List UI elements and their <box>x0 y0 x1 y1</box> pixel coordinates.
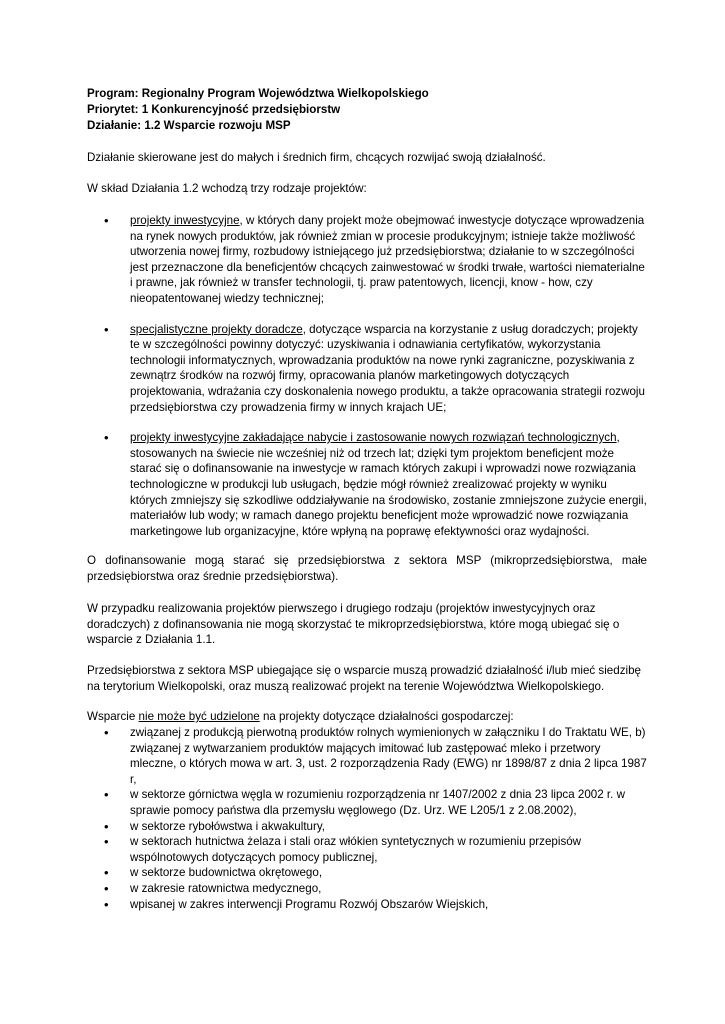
exclusion-text: związanej z produkcją pierwotną produktów rolnych wymienionych w załączniku I do Traktatu WE, b) związanej z wytwarzaniem produktów mających imitować lub zastępować mleko i przetwory mleczne, o których mowa w art. 3, ust. 2 rozporządzenia Rady (EWG) nr 1898/87 z dnia 2 lipca 1987 r, <box>130 726 647 786</box>
bullet-icon: • <box>104 865 109 881</box>
list-item <box>87 881 647 897</box>
dzialanie-line: Działanie: 1.2 Wsparcie rozwoju MSP <box>87 119 291 132</box>
exclusions-list <box>87 725 647 912</box>
project-type-title: projekty inwestycyjne <box>130 214 240 227</box>
priorytet-line: Priorytet: 1 Konkurencyjność przedsiębiorstw <box>87 103 341 116</box>
bullet-icon: • <box>104 430 109 446</box>
list-item <box>87 865 647 881</box>
exclusions-lead-after: na projekty dotyczące działalności gospodarczej: <box>259 710 514 723</box>
project-type-text: , w których dany projekt może obejmować inwestycje dotyczące wprowadzenia na rynek nowych produktów, jak również zmian w procesie produkcyjnym; istnieje także możliwość utworzenia nowej firmy, rozbudowy istniejącego już przedsiębiorstwa; działanie to w szczególności jest przeznaczone dla beneficjentów chcących zainwestować w środki trwałe, wartości niematerialne i prawne, jak również w transfer technologii, tj. praw patentowych, licencji, know - how, czy nieopatentowanej wiedzy technicznej; <box>130 214 645 305</box>
bullet-icon: • <box>104 834 109 850</box>
exclusion-text: wpisanej w zakres interwencji Programu Rozwój Obszarów Wiejskich, <box>130 897 489 911</box>
msp-paragraph: O dofinansowanie mogą starać się przedsiębiorstwa z sektora MSP (mikroprzedsiębiorstwa, małe przedsiębiorstwa oraz średnie przedsiębiorstwa). <box>87 554 647 583</box>
program-line: Program: Regionalny Program Województwa Wielkopolskiego <box>87 87 429 100</box>
exclusion-text: w sektorze budownictwa okrętowego, <box>130 866 323 880</box>
list-item <box>87 897 647 913</box>
exclusion-text: w zakresie ratownictwa medycznego, <box>130 881 322 895</box>
list-item <box>87 819 647 835</box>
project-type-text: , dotyczące wsparcia na korzystanie z usług doradczych; projekty te w szczególności powinny dotyczyć: uzyskiwania i odnawiania certyfikatów, wykorzystania technologii informatycznych, wprowadzania produktów na nowe rynki zagraniczne, pozyskiwania z zewnątrz środków na rozwój firmy, opracowania planów marketingowych dotyczących projektowania, wdrażania czy doskonalenia nowego produktu, a także opracowania strategii rozwoju przedsiębiorstwa czy prowadzenia firmy w innych krajach UE; <box>130 322 645 414</box>
intro-paragraph: Działanie skierowane jest do małych i średnich firm, chcących rozwijać swoją działalność. <box>87 151 546 164</box>
exclusions-lead-underlined: nie może być udzielone <box>138 710 260 723</box>
types-intro-paragraph: W skład Działania 1.2 wchodzą trzy rodzaje projektów: <box>87 182 367 195</box>
location-paragraph: Przedsiębiorstwa z sektora MSP ubiegające się o wsparcie muszą prowadzić działalność i/lub mieć siedzibę na terytorium Wielkopolski, oraz muszą realizować projekt na terenie Województwa Wielkopolskiego. <box>87 664 641 693</box>
project-type-title: specjalistyczne projekty doradcze <box>130 322 303 336</box>
bullet-icon: • <box>104 787 109 803</box>
micro-paragraph: W przypadku realizowania projektów pierwszego i drugiego rodzaju (projektów inwestycyjnych oraz doradczych) z dofinansowania nie mogą skorzystać te mikroprzedsiębiorstwa, które mogą ubiegać się o wsparcie z Działania 1.1. <box>87 602 620 647</box>
bullet-icon: • <box>104 213 109 228</box>
bullet-icon: • <box>104 880 109 896</box>
list-item <box>87 787 647 818</box>
list-item <box>87 430 647 539</box>
bullet-icon: • <box>104 896 109 912</box>
document-header <box>87 86 429 134</box>
bullet-icon: • <box>104 725 109 740</box>
list-item <box>87 725 647 787</box>
project-types-list <box>87 213 647 539</box>
list-item <box>87 322 647 416</box>
bullet-icon: • <box>104 818 109 834</box>
list-item <box>87 213 647 307</box>
project-type-text: , stosowanych na świecie nie wcześniej niż od trzech lat; dzięki tym projektom beneficjent może starać się o dofinansowanie na inwestycje w ramach których zakupi i wprowadzi nowe rozwiązania technologiczne w produkcji lub usługach, będzie mógł również zrealizować projekty w wyniku których zmniejszy się szkodliwe oddziaływanie na środowisko, zostanie zmniejszone zużycie energii, materiałów lub wody; w ramach danego projektu beneficjent może wprowadzić nowe rozwiązania marketingowe lub organizacyjne, które wpłyną na poprawę efektywności oraz wydajności. <box>130 431 647 538</box>
exclusion-text: w sektorach hutnictwa żelaza i stali oraz włókien syntetycznych w rozumieniu przepisów wspólnotowych dotyczących pomocy publicznej, <box>130 835 582 864</box>
project-type-title: projekty inwestycyjne zakładające nabycie i zastosowanie nowych rozwiązań technologicznych <box>130 431 617 445</box>
exclusions-lead <box>87 709 647 725</box>
exclusion-text: w sektorze rybołówstwa i akwakultury, <box>130 819 326 833</box>
list-item <box>87 834 647 865</box>
bullet-icon: • <box>104 321 109 337</box>
exclusion-text: w sektorze górnictwa węgla w rozumieniu rozporządzenia nr 1407/2002 z dnia 23 lipca 2002 r. w sprawie pomocy państwa dla przemysłu węglowego (Dz. Urz. WE L205/1 z 2.08.2002), <box>130 788 625 817</box>
exclusions-lead-before: Wsparcie <box>87 710 139 723</box>
